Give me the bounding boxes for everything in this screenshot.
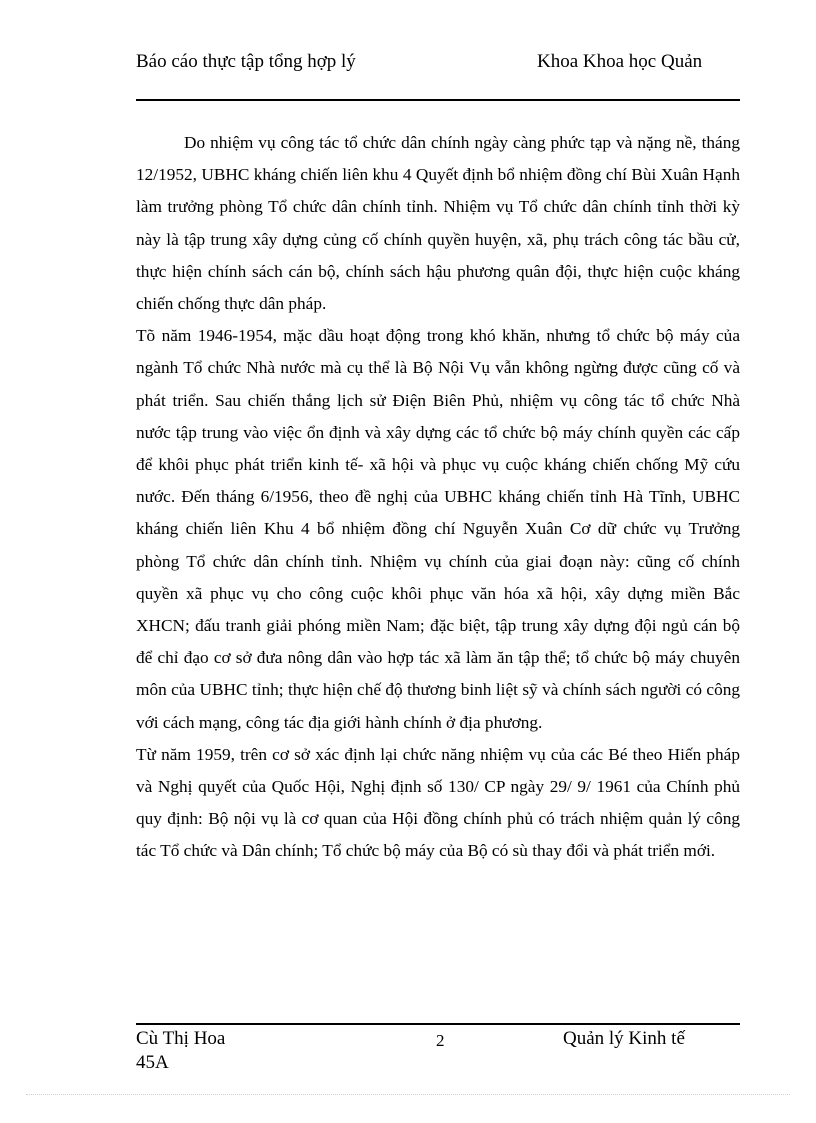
paragraph-3: Từ năm 1959, trên cơ sở xác định lại chức năng nhiệm vụ của các Bé theo Hiến pháp và Nghị quyết của Quốc Hội, Nghị định số 130/ CP ngày 29/ 9/ 1961 của Chính phủ quy định: Bộ nội vụ là cơ quan của Hội đồng chính phủ có trách nhiệm quản lý công tác Tổ chức và Dân chính; Tổ chức bộ máy của Bộ có sù thay đổi và phát triển mới. [136,744,740,861]
header-report-title: Báo cáo thực tập tổng hợp lý [136,51,356,72]
page-header [136,48,740,98]
footer-rule [136,1023,740,1025]
paragraph-2: Tõ năm 1946-1954, mặc dầu hoạt động trong khó khăn, nhưng tổ chức bộ máy của ngành Tổ chức Nhà nước mà cụ thể là Bộ Nội Vụ vẫn không ngừng được cũng cố và phát triển. Sau chiến thắng lịch sử Điện Biên Phủ, nhiệm vụ công tác tổ chức Nhà nước tập trung vào việc ổn định và xây dựng các tổ chức bộ máy chính quyền các cấp để khôi phục phát triển kinh tế- xã hội và phục vụ cuộc kháng chiến chống Mỹ cứu nước. Đến tháng 6/1956, theo đề nghị của UBHC kháng chiến tỉnh Hà Tĩnh, UBHC kháng chiến liên Khu 4 bổ nhiệm đồng chí Nguyễn Xuân Cơ dữ chức vụ Trưởng phòng Tổ chức dân chính tỉnh. Nhiệm vụ chính của giai đoạn này: cũng cố chính quyền xã phục vụ cho công cuộc khôi phục văn hóa xã hội, xây dựng miền Bắc XHCN; đấu tranh giải phóng miền Nam; đặc biệt, tập trung xây dựng đội ngủ cán bộ để chỉ đạo cơ sở đưa nông dân vào hợp tác xã làm ăn tập thể; tổ chức bộ máy chuyên môn của UBHC tỉnh; thực hiện chế độ thương binh liệt sỹ và chính sách người có công với cách mạng, công tác địa giới hành chính ở địa phương. [136,326,740,732]
page-footer [136,1027,740,1077]
paragraph-1: Do nhiệm vụ công tác tổ chức dân chính ngày càng phức tạp và nặng nề, tháng 12/1952, UBHC kháng chiến liên khu 4 Quyết định bổ nhiệm đồng chí Bùi Xuân Hạnh làm trưởng phòng Tổ chức dân chính tỉnh. Nhiệm vụ Tổ chức dân chính tỉnh thời kỳ này là tập trung xây dựng củng cố chính quyền huyện, xã, phụ trách công tác bầu cử, thực hiện chính sách cán bộ, chính sách hậu phương quân đội, thực hiện cuộc kháng chiến chống thực dân pháp. [136,133,740,314]
header-rule [136,99,740,101]
body-text [136,127,740,868]
page-number: 2 [436,1031,445,1050]
header-faculty: Khoa Khoa học Quản [537,51,703,72]
footer-author: Cù Thị Hoa 45A [136,1028,226,1073]
footer-department: Quản lý Kinh tế [563,1028,685,1049]
page-bottom-divider [26,1094,790,1095]
